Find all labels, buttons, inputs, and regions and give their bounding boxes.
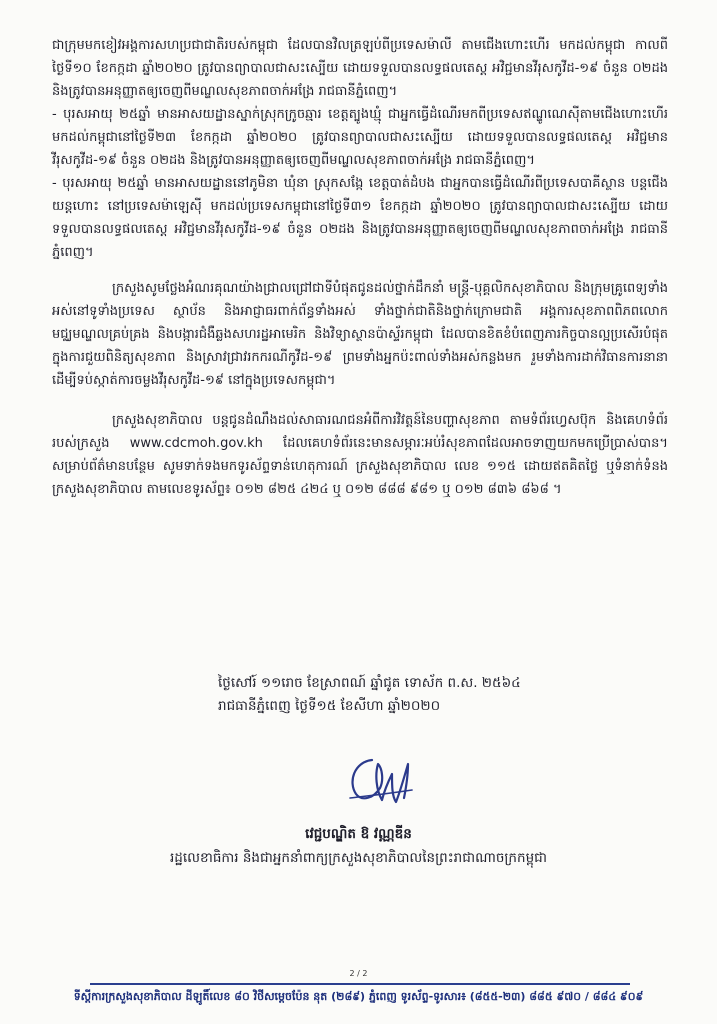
page-number: 2 / 2 (349, 969, 368, 978)
footer-divider (90, 983, 630, 985)
solar-date: រាជធានីភ្នំពេញ ថ្ងៃទី១៥ ខែសីហា ឆ្នាំ២០២០ (218, 698, 441, 714)
signer-name: វេជ្ជបណ្ឌិត ឱ វណ្ណឌីន (305, 826, 412, 842)
document-body (52, 34, 668, 501)
paragraph-contact-info: ក្រសួងសុខាភិបាល បន្តជូនដំណឹងដល់សាធារណជនអំពីការវិវត្តន៍នៃបញ្ហាសុខភាព តាមទំព័រហ្វេសប៊ុក និងគេហទំព័ររបស់ក្រសួង www.cdcmoh.gov.kh ដែលគេហទំព័រនេះមានសម្ភារៈអប់រំសុខភាពដែលអាចទាញយកមកប្រើប្រាស់បាន។ សម្រាប់ព័ត៌មានបន្ថែម សូមទាក់ទងមកទូរស័ព្ទទាន់ហេតុការណ៍ ក្រសួងសុខាភិបាល លេខ ១១៥ ដោយឥតគិតថ្លៃ ឬទំនាក់ទំនងក្រសួងសុខាភិបាល តាមលេខទូរស័ព្ទ៖ ០១២ ៨២៥ ៤២៤ ឬ ០១២ ៨៨៨ ៩៨១ ឬ ០១២ ៨៣៦ ៨៦៨ ។ (52, 413, 668, 497)
paragraph-acknowledgement: ក្រសួងសូមថ្លែងអំណរគុណយ៉ាងជ្រាលជ្រៅជាទីបំផុតជូនដល់ថ្នាក់ដឹកនាំ មន្ត្រី-បុគ្គលិកសុខាភិបាល និងក្រុមគ្រូពេទ្យទាំងអស់នៅទូទាំងប្រទេស ស្ថាប័ន និងអាជ្ញាធរពាក់ព័ន្ធទាំងអស់ ទាំងថ្នាក់ជាតិនិងថ្នាក់ក្រោមជាតិ អង្គការសុខភាពពិភពលោក មជ្ឈមណ្ឌលគ្រប់គ្រង និងបង្ការជំងឺឆ្លងសហរដ្ឋអាមេរិក និងវិទ្យាស្ថានប៉ាស្ទ័រកម្ពុជា ដែលបានខិតខំបំពេញភារកិច្ចបានល្អប្រសើរបំផុត ក្នុងការជួយពិនិត្យសុខភាព និងស្រាវជ្រាវរកករណីកូវីដ-១៩ ព្រមទាំងអ្នកប៉ះពាល់ទាំងអស់កន្លងមក រួមទាំងការដាក់វិធានការនានា ដើម្បីទប់ស្កាត់ការចម្លងវីរុសកូវីដ-១៩ នៅក្នុងប្រទេសកម្ពុជា។ (52, 281, 668, 388)
signer-title: រដ្ឋលេខាធិការ និងជាអ្នកនាំពាក្យក្រសួងសុខាភិបាលនៃព្រះរាជាណាចក្រកម្ពុជា (170, 850, 547, 866)
date-block (218, 672, 638, 718)
paragraph-case-2: - បុរសអាយុ ២៥ឆ្នាំ មានអាសយដ្ឋានស្នាក់ស្រុកក្រូចឆ្មារ ខេត្តត្បូងឃ្មុំ ជាអ្នកធ្វើដំណើរមកពីប្រទេសឥណ្ឌូណេស៊ីតាមជើងហោះហើរ មកដល់កម្ពុជានៅថ្ងៃទី២៣ ខែកក្កដា ឆ្នាំ២០២០ ត្រូវបានព្យាបាលជាសះស្បើយ ដោយទទួលបានលទ្ធផលតេស្ត អវិជ្ជមានវីរុសកូវីដ-១៩ ចំនួន ០២ដង និងត្រូវបានអនុញ្ញាតឲ្យចេញពីមណ្ឌលសុខភាពចាក់អង្រែ រាជធានីភ្នំពេញ។ (52, 107, 668, 168)
paragraph-case-1: ជាក្រុមមកខៀវអង្គការសហប្រជាជាតិរបស់កម្ពុជា ដែលបានវិលត្រឡប់ពីប្រទេសម៉ាលី តាមជើងហោះហើរ មកដល់កម្ពុជា កាលពីថ្ងៃទី១០ ខែកក្កដា ឆ្នាំ២០២០ ត្រូវបានព្យាបាលជាសះស្បើយ ដោយទទួលបានលទ្ធផលតេស្ត អវិជ្ជមានវីរុសកូវីដ-១៩ ចំនួន ០២ដង និងត្រូវបានអនុញ្ញាតឲ្យចេញពីមណ្ឌលសុខភាពចាក់អង្រែ រាជធានីភ្នំពេញ។ (52, 38, 668, 99)
paragraph-case-3: - បុរសអាយុ ២៥ឆ្នាំ មានអាសយដ្ឋាននៅភូមិនា ឃុំនា ស្រុកសង្កែ ខេត្តបាត់ដំបង ជាអ្នកបានធ្វើដំណើរពីប្រទេសបាគីស្ថាន បន្តជើងយន្តហោះ នៅប្រទេសម៉ាឡេស៊ី មកដល់ប្រទេសកម្ពុជានៅថ្ងៃទី៣១ ខែកក្កដា ឆ្នាំ២០២០ ត្រូវបានព្យាបាលជាសះស្បើយ ដោយទទួលបានលទ្ធផលតេស្ត អវិជ្ជមានវីរុសកូវីដ-១៩ ចំនួន ០២ដង និងត្រូវបានអនុញ្ញាតឲ្យចេញពីមណ្ឌលសុខភាពចាក់អង្រែ រាជធានីភ្នំពេញ។ (52, 176, 668, 260)
lunar-date: ថ្ងៃសៅរ៍ ១១រោច ខែស្រាពណ៍ ឆ្នាំជូត ទោស័ក ព.ស. ២៥៦៤ (218, 675, 521, 691)
signer-block (0, 822, 717, 870)
handwritten-signature (342, 752, 420, 810)
footer-address: ទីស្តីការក្រសួងសុខាភិបាល ដីឡូតិ៍លេខ ៨០ វិថីសម្តេចប៉ែន នុត (២៨៩) ភ្នំពេញ ទូរស័ព្ទ-ទូរសារ៖ (៨៥៥-២៣) ៨៨៥ ៩៧០ / ៨៨៤ ៩០៩ (73, 990, 644, 1003)
